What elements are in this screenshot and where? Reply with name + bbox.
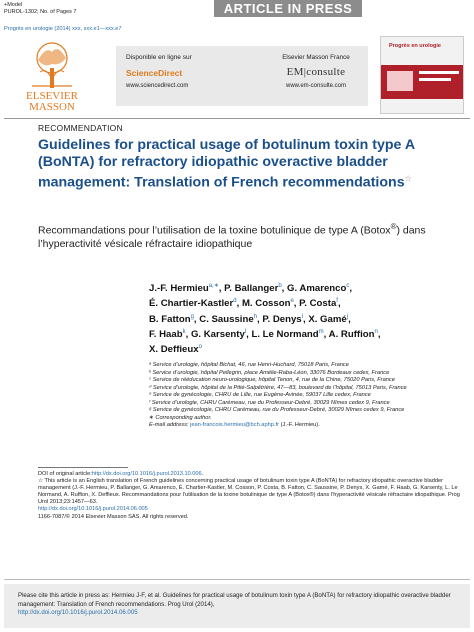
french-title	[38, 220, 458, 252]
author-separator: ,	[377, 328, 381, 340]
author-separator: ,	[323, 328, 329, 340]
author-name: P. Ballanger	[224, 283, 279, 295]
publisher-header	[4, 36, 470, 114]
author	[287, 283, 352, 294]
author-separator: ,	[236, 298, 242, 310]
affiliation-item: ᶜ Service de rééducation neuro-urologique, hôpital Tenon, 4, rue de la Chine, 75020 Paris, France	[149, 377, 395, 384]
cover-line	[419, 71, 459, 74]
author-separator: ,	[281, 283, 287, 295]
citation-box	[4, 584, 470, 628]
affiliation-list	[149, 362, 467, 430]
author-affiliation-mark[interactable]: i	[301, 313, 303, 320]
author-name: L. Le Normand	[251, 328, 319, 340]
author-separator: ,	[185, 328, 191, 340]
reference-line	[4, 9, 76, 16]
doi-label: DOI of original article:	[38, 471, 92, 477]
footnotes	[38, 471, 466, 521]
author-affiliation-mark[interactable]: h	[253, 313, 257, 320]
author-name: A. Ruffion	[328, 328, 375, 340]
author-affiliation-mark[interactable]: o	[198, 343, 202, 350]
emconsulte-block[interactable]	[266, 54, 366, 89]
author-affiliation-mark[interactable]: a,∗	[208, 283, 219, 289]
author-affiliation-mark[interactable]: m	[318, 328, 324, 335]
online-availability-box	[116, 46, 368, 106]
sd-available-label: Disponible en ligne sur	[126, 54, 192, 61]
model-tag: +Model	[4, 2, 23, 8]
elsevier-logo	[4, 36, 100, 114]
affiliation-item: ᶠ Service d’urologie, CHRU Carémeau, rue du Professeur-Debré, 30029 Nîmes cedex 9, France	[149, 399, 390, 406]
citation-text: Please cite this article in press as: Hermieu J-F, et al. Guidelines for practical usage of botulinum toxin type A (BoNTA) for refractory idiopathic overactive bladder management: Translation of French recommendations. Prog Urol (2014),	[18, 592, 451, 608]
top-bar	[0, 0, 474, 20]
doi-end: .	[201, 471, 204, 477]
elsevier-masson-wordmark: ELSEVIER MASSON	[26, 90, 78, 113]
author	[242, 298, 299, 309]
author-separator: ,	[246, 328, 252, 340]
affiliation-item: ᵇ Service d’urologie, hôpital Pellegrin, place Amélie-Raba-Léon, 33076 Bordeaux cedex, France	[149, 369, 390, 376]
affiliation-item: ᵍ Service de gynécologie, CHRU Carémeau, rue du Professeur-Debré, 30029 Nîmes cedex 9, France	[149, 407, 405, 414]
author	[149, 329, 191, 340]
author-affiliation-mark[interactable]: c	[346, 283, 350, 289]
article-in-press-banner: ARTICLE IN PRESS	[214, 0, 362, 17]
emconsulte-url[interactable]: www.em-consulte.com	[285, 83, 347, 89]
author-name: F. Haab	[149, 328, 183, 340]
affiliation-item: ᵈ Service d’urologie, hôpital de la Pitié-Salpêtrière, 47—83, boulevard de l’hôpital, 75013 Paris, France	[149, 384, 407, 391]
author-name: G. Amarenco	[287, 283, 347, 295]
author-separator: ,	[337, 298, 341, 310]
author	[308, 314, 350, 325]
author-separator: ,	[218, 283, 225, 295]
author	[149, 344, 202, 355]
corresponding-author-note: ∗ Corresponding author.	[149, 414, 212, 421]
author-separator: ,	[348, 313, 351, 325]
emconsulte-logo[interactable]: EM|consulte	[286, 66, 346, 78]
copyright-line: 1166-7087/© 2014 Elsevier Masson SAS. All rights reserved.	[38, 513, 189, 520]
affiliation-item: ᵃ Service d’urologie, hôpital Bichat, 46, rue Henri-Huchard, 75018 Paris, France	[149, 362, 349, 368]
author	[149, 298, 242, 309]
author	[251, 329, 328, 340]
divider	[4, 118, 470, 119]
email-line	[149, 422, 467, 430]
author-separator: ,	[302, 313, 309, 325]
author-affiliation-mark[interactable]: j	[346, 313, 349, 320]
email-link[interactable]: jean-francois.hermieu@bch.aphp.fr	[190, 422, 280, 429]
author-separator: ,	[193, 313, 200, 325]
author-separator: ,	[349, 283, 353, 295]
reference-code: PUROL-1302;	[4, 8, 39, 15]
author-list	[149, 280, 467, 356]
author-name: G. Karsenty	[190, 328, 245, 340]
affiliation-item: ᵉ Service de gynécologie, CHRU de Lille, rue Eugène-Avinée, 59037 Lille cedex, France	[149, 392, 371, 399]
title-footnote-mark[interactable]: ☆	[404, 173, 412, 183]
author-name: P. Costa	[299, 298, 337, 310]
translation-note: ☆ This article is an English translation of French guidelines concerning practical usage of botulinum toxin type A (BoNTA) for refractory idiopathic overactive bladder management (J.-F. Hermieu, P. Ballanger, G. Amarenco, É. Chartier-Kastler, M. Cosson, P. Costa, B. Fatton, C. Saussine, P. Denys, X. Gamé, F. Haab, G. Karsenty, L. Le Normand, A. Ruffion, X. Deffieux. Recommandations pour l’utilisation de la toxine botulinique de type A (Botox®) dans l’hyperactivité vésicale réfractaire idiopathique. Prog Urol 2013;23:1457—63.	[38, 478, 460, 506]
author	[329, 329, 381, 340]
author-affiliation-mark[interactable]: d	[233, 298, 237, 305]
author-name: B. Fatton	[149, 313, 191, 325]
article-doi-link[interactable]: http://dx.doi.org/10.1016/j.purol.2014.06.005	[38, 506, 148, 513]
original-doi-link[interactable]: http://dx.doi.org/10.1016/j.purol.2013.10.006	[91, 471, 202, 477]
author-affiliation-mark[interactable]: f	[336, 298, 338, 305]
sciencedirect-url[interactable]: www.sciencedirect.com	[126, 83, 189, 89]
tree-icon	[26, 38, 78, 90]
page-count: No. of Pages 7	[40, 8, 77, 15]
author-name: X. Gamé	[308, 313, 347, 325]
journal-citation-line[interactable]: Progrès en urologie (2014) xxx, xxx.e1—xxx.e7	[4, 26, 122, 32]
author	[262, 314, 308, 325]
sciencedirect-logo[interactable]: ScienceDirect	[126, 68, 183, 78]
author	[224, 283, 287, 294]
article-title	[38, 137, 458, 191]
model-info	[4, 2, 76, 15]
author-name: C. Saussine	[199, 313, 254, 325]
author-name: J.-F. Hermieu	[149, 283, 209, 295]
author-name: X. Deffieux	[149, 343, 199, 355]
registered-mark: ®	[390, 222, 397, 231]
author-affiliation-mark[interactable]: n	[374, 328, 378, 335]
author-name: P. Denys	[262, 313, 302, 325]
sciencedirect-block[interactable]	[126, 54, 236, 89]
cover-image	[387, 71, 413, 91]
author-affiliation-mark[interactable]: l	[244, 328, 247, 335]
email-suffix: (J.-F. Hermieu).	[279, 422, 320, 429]
citation-divider	[4, 579, 470, 580]
french-title-part1: Recommandations pour l’utilisation de la toxine botulinique de type A (Botox	[38, 224, 391, 237]
footnote-divider	[38, 467, 128, 468]
email-label: E-mail address:	[149, 422, 191, 429]
author	[191, 329, 252, 340]
author-affiliation-mark[interactable]: e	[290, 298, 294, 305]
citation-doi-link[interactable]: http://dx.doi.org/10.1016/j.purol.2014.06.005	[18, 609, 138, 616]
author-affiliation-mark[interactable]: b	[278, 283, 282, 289]
author	[149, 283, 224, 294]
french-title-part2: ) dans l’hyperactivité vésicale réfractaire idiopathique	[38, 224, 426, 251]
author	[299, 298, 341, 309]
cover-title: Progrès en urologie	[389, 43, 441, 49]
author-separator: ,	[293, 298, 300, 310]
section-label: RECOMMENDATION	[38, 123, 123, 133]
author-name: M. Cosson	[241, 298, 291, 310]
author	[149, 314, 199, 325]
cover-line	[419, 78, 451, 81]
journal-cover-thumbnail	[380, 36, 464, 114]
author-name: É. Chartier-Kastler	[149, 298, 234, 310]
title-text: Guidelines for practical usage of botulinum toxin type A (BoNTA) for refractory idiopathic overactive bladder management: Translation of French recommendations	[38, 137, 415, 191]
author-affiliation-mark[interactable]: g	[190, 313, 194, 320]
em-publisher-label: Elsevier Masson France	[282, 54, 350, 61]
author	[199, 314, 262, 325]
author-separator: ,	[257, 313, 263, 325]
author-affiliation-mark[interactable]: k	[182, 328, 186, 335]
